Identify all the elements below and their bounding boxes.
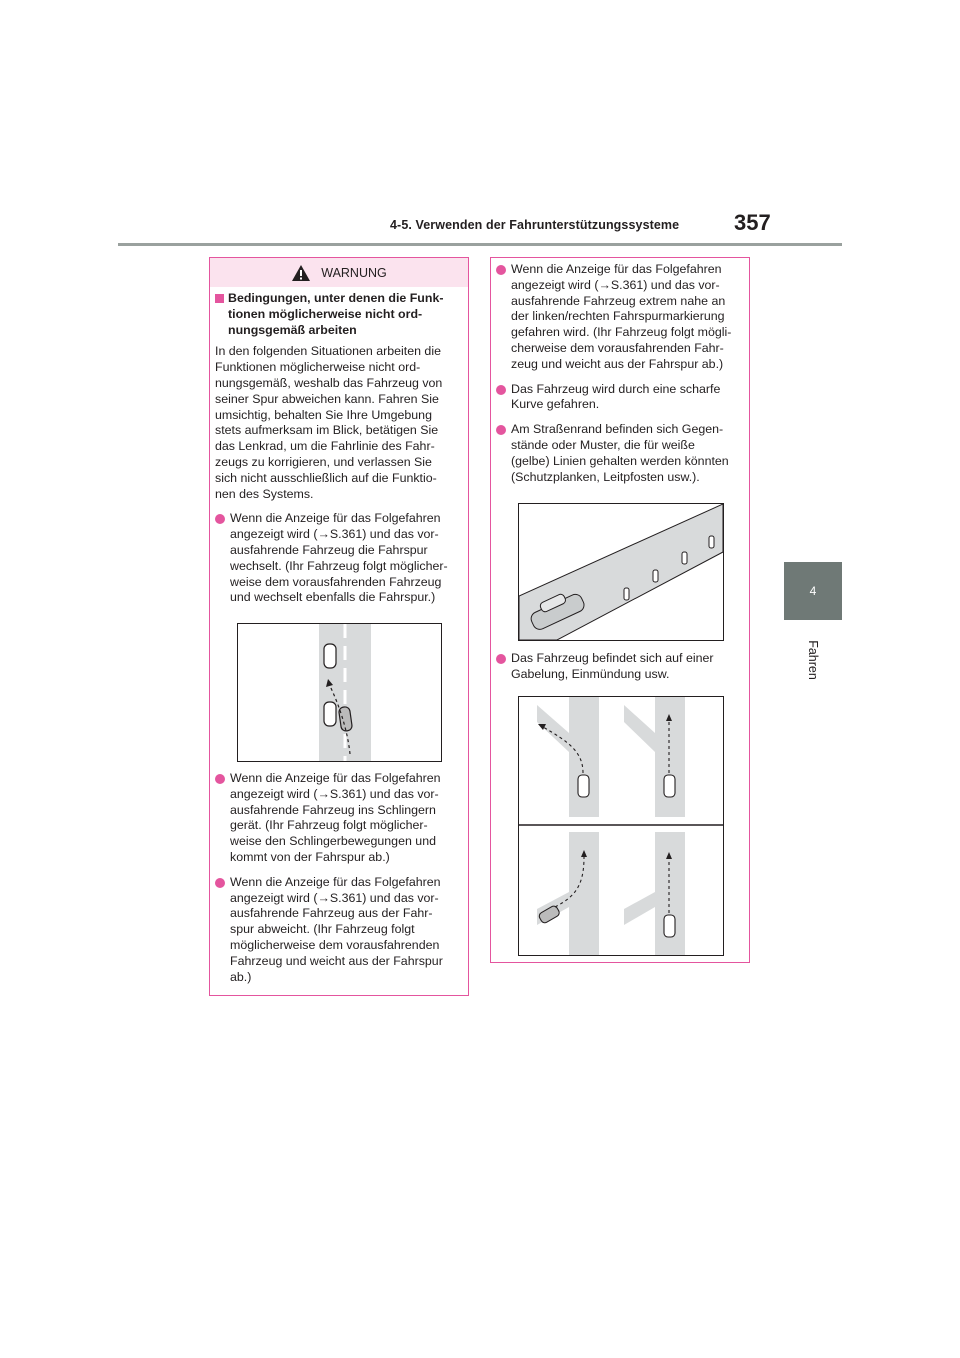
round-bullet-icon bbox=[496, 654, 506, 664]
round-bullet-icon bbox=[215, 514, 225, 524]
list-item bbox=[215, 511, 463, 606]
list-item bbox=[215, 875, 463, 986]
chapter-label bbox=[784, 630, 842, 690]
warning-box bbox=[209, 257, 469, 996]
chapter-label-text: Fahren bbox=[806, 640, 820, 680]
chapter-tab bbox=[784, 562, 842, 620]
list-item-text: Wenn die Anzeige für das Folgefahren angezeigt wird (→S.361) und das vor- ausfahrende Fahrzeug die Fahrspur wechselt. (Ihr Fahrzeug folgt möglicher- weise dem vorausfahrenden Fahrzeug und wechselt ebenfalls die Fahrspur.) bbox=[230, 511, 448, 605]
figure-lane-change bbox=[237, 623, 442, 762]
header-rule bbox=[118, 243, 842, 246]
warning-heading-text: Bedingungen, unter denen die Funk- tionen möglicherweise nicht ord- nungsgemäß arbeiten bbox=[228, 291, 444, 337]
list-item-text: Das Fahrzeug wird durch eine scharfe Kurve gefahren. bbox=[511, 381, 721, 412]
page-number: 357 bbox=[734, 210, 771, 235]
round-bullet-icon bbox=[215, 774, 225, 784]
chapter-number: 4 bbox=[809, 584, 817, 598]
square-bullet-icon bbox=[215, 294, 224, 303]
round-bullet-icon bbox=[215, 878, 225, 888]
warning-heading bbox=[215, 291, 463, 338]
figure-roadside-posts bbox=[518, 503, 724, 641]
round-bullet-icon bbox=[496, 425, 506, 435]
list-item-text: Wenn die Anzeige für das Folgefahren angezeigt wird (→S.361) und das vor- ausfahrende Fahrzeug aus der Fahr- spur abweicht. (Ihr Fahrzeug folgt möglicherweise dem vorausfahrenden Fahrzeug und weicht aus der Fahrspur ab.) bbox=[230, 874, 443, 984]
round-bullet-icon bbox=[496, 265, 506, 275]
list-item bbox=[215, 771, 463, 866]
warning-header bbox=[210, 258, 468, 287]
list-item bbox=[496, 651, 744, 683]
list-item-text: Wenn die Anzeige für das Folgefahren angezeigt wird (→S.361) und das vor- ausfahrende Fahrzeug ins Schlingern gerät. (Ihr Fahrzeug folgt möglicher- weise den Schlingerbewegungen und kommt von der Fahrspur ab.) bbox=[230, 771, 441, 864]
warning-box-continued bbox=[490, 257, 750, 963]
list-item-text: Das Fahrzeug befindet sich auf einer Gabelung, Einmündung usw. bbox=[511, 651, 714, 681]
round-bullet-icon bbox=[496, 385, 506, 395]
list-item-text: Am Straßenrand befinden sich Gegen- stände oder Muster, die für weiße (gelbe) Linien gehalten werden könnten (Schutzplanken, Leitpfosten usw.). bbox=[511, 422, 729, 484]
section-title: 4-5. Verwenden der Fahrunterstützungssysteme bbox=[390, 218, 680, 232]
list-item-text: Wenn die Anzeige für das Folgefahren angezeigt wird (→S.361) und das vor- ausfahrende Fahrzeug extrem nahe an der linken/rechten Fahrspurmarkierung gefahren wird. (Ihr Fahrzeug folgt mögli- cherweise dem vorausfahrenden Fahr- zeug und weicht aus der Fahrspur ab.) bbox=[511, 262, 732, 371]
figure-forks-junctions bbox=[518, 696, 724, 956]
warning-intro: In den folgenden Situationen arbeiten die Funktionen möglicherweise nicht ord- nungsgemäß, weshalb das Fahrzeug von seiner Spur abweichen kann. Fahren Sie umsichtig, behalten Sie Ihre Umgebung stets aufmerksam im Blick, betätigen Sie das Lenkrad, um die Fahrlinie des Fahr- zeugs zu korrigieren, und verlassen Sie sich nicht ausschließlich auf die Funktio- nen des Systems. bbox=[215, 344, 443, 501]
warning-title: WARNUNG bbox=[321, 265, 387, 280]
list-item bbox=[496, 382, 744, 414]
warning-triangle-icon bbox=[291, 264, 311, 282]
list-item bbox=[496, 422, 744, 485]
list-item bbox=[496, 262, 744, 373]
